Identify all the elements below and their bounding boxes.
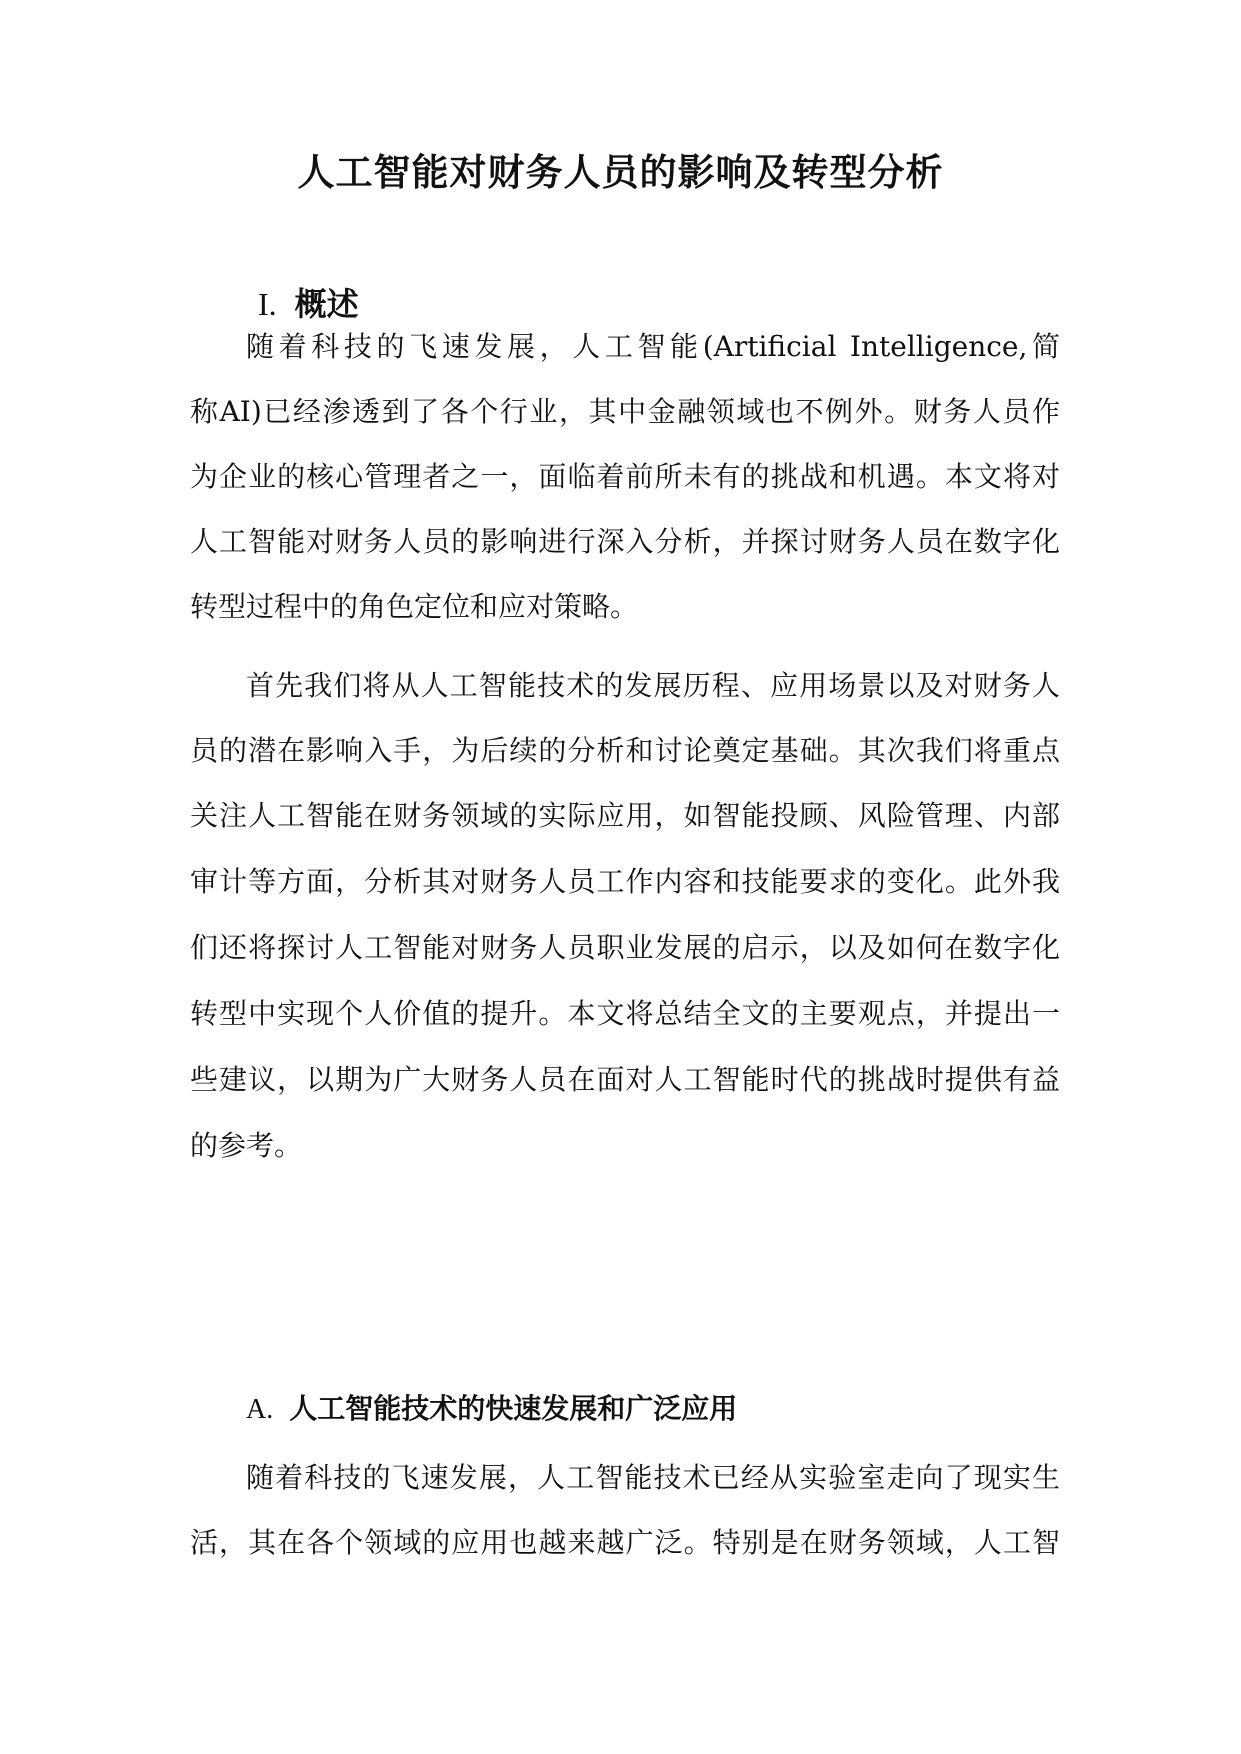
- section-heading: [258, 282, 359, 326]
- section-number: I.: [258, 286, 277, 322]
- paragraph-line: 们还将探讨人工智能对财务人员职业发展的启示，以及如何在数字化: [190, 931, 1060, 964]
- paragraph-line: 员的潜在影响入手，为后续的分析和讨论奠定基础。其次我们将重点: [190, 734, 1060, 767]
- paragraph-line: 审计等方面，分析其对财务人员工作内容和技能要求的变化。此外我: [190, 865, 1060, 898]
- paragraph-line: 转型过程中的角色定位和应对策略。: [190, 590, 639, 623]
- subsection-heading-text: 人工智能技术的快速发展和广泛应用: [289, 1392, 738, 1425]
- section-heading-text: 概述: [294, 285, 359, 323]
- paragraph-line: 转型中实现个人价值的提升。本文将总结全文的主要观点，并提出一: [190, 997, 1060, 1030]
- paragraph-line: 关注人工智能在财务领域的实际应用，如智能投顾、风险管理、内部: [190, 799, 1060, 832]
- paragraph-line: 首先我们将从人工智能技术的发展历程、应用场景以及对财务人: [246, 669, 1060, 702]
- paragraph-line: 的参考。: [190, 1129, 303, 1162]
- subsection-heading: [246, 1389, 737, 1430]
- subsection-number: A.: [246, 1394, 274, 1425]
- paragraph-line: 活，其在各个领域的应用也越来越广泛。特别是在财务领域，人工智: [190, 1526, 1060, 1559]
- paragraph-line: 随着科技的飞速发展，人工智能(Artificial Intelligence,简: [246, 330, 1060, 363]
- paragraph-line: 些建议，以期为广大财务人员在面对人工智能时代的挑战时提供有益: [190, 1063, 1060, 1096]
- paragraph-line: 随着科技的飞速发展，人工智能技术已经从实验室走向了现实生: [246, 1461, 1060, 1494]
- document-title: 人工智能对财务人员的影响及转型分析: [297, 151, 944, 194]
- paragraph-line: 为企业的核心管理者之一，面临着前所未有的挑战和机遇。本文将对: [190, 460, 1060, 493]
- paragraph-line: 称AI)已经渗透到了各个行业，其中金融领域也不例外。财务人员作: [190, 395, 1060, 428]
- paragraph-line: 人工智能对财务人员的影响进行深入分析，并探讨财务人员在数字化: [190, 525, 1060, 558]
